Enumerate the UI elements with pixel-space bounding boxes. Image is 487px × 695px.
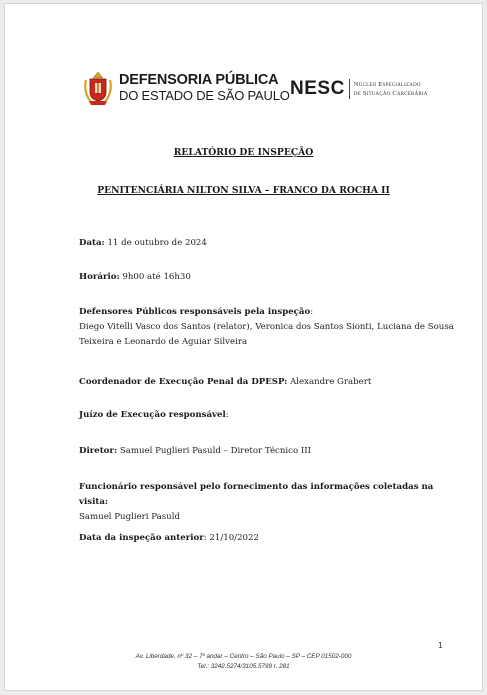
defenders-colon: :	[310, 307, 314, 317]
hour-field	[79, 270, 454, 285]
court-colon: :	[225, 410, 229, 420]
official-label: Funcionário responsável pelo fornecimento das informações coletadas na visita:	[79, 482, 434, 507]
director-field	[79, 444, 454, 459]
hour-value: 9h00 até 16h30	[119, 272, 191, 282]
nesc-line1: Núcleo Especializado	[353, 81, 421, 88]
coordinator-value: Alexandre Grabert	[287, 377, 372, 387]
director-label: Diretor:	[79, 446, 118, 456]
dpesp-line2: DO ESTADO DE SÃO PAULO	[119, 88, 290, 103]
nesc-logo: NESC	[290, 79, 350, 99]
document-page	[4, 3, 483, 691]
official-value: Samuel Puglieri Pasuld	[79, 512, 180, 522]
coordinator-field	[79, 375, 454, 390]
defenders-field	[79, 305, 454, 350]
director-value: Samuel Puglieri Pasuld – Diretor Técnico III	[117, 446, 312, 456]
hour-label: Horário:	[79, 272, 120, 282]
previous-inspection-field	[79, 531, 454, 546]
page-number: 1	[438, 641, 443, 650]
footer-address: Av. Liberdade, nº 32 – 7º andar – Centro – São Paulo – SP – CEP 01502-000	[135, 653, 352, 660]
date-label: Data:	[79, 238, 105, 248]
report-title: RELATÓRIO DE INSPEÇÃO	[173, 147, 314, 158]
previous-inspection-label: Data da inspeção anterior	[79, 533, 204, 543]
sao-paulo-coat-of-arms-icon	[83, 70, 113, 106]
facility-title: PENITENCIÁRIA NILTON SILVA – FRANCO DA ROCHA II	[97, 185, 390, 196]
nesc-line2: de Situação Carcerária	[353, 90, 428, 97]
coordinator-label: Coordenador de Execução Penal da DPESP:	[79, 377, 288, 387]
date-field	[79, 236, 454, 251]
dpesp-line1: DEFENSORIA PÚBLICA	[119, 72, 279, 88]
nesc-logo-block	[290, 79, 428, 99]
official-field	[79, 480, 454, 525]
defenders-line1: Diego Vitelli Vasco dos Santos (relator), Veronica dos Santos Sionti, Luciana de Sousa	[79, 322, 454, 332]
footer-phone: Tel.: 3242.5274/3105.5799 r. 281	[197, 663, 290, 670]
court-field	[79, 408, 454, 423]
dpesp-logo	[83, 70, 290, 106]
footer-address-block	[5, 652, 482, 672]
court-label: Juízo de Execução responsável	[79, 410, 226, 420]
defenders-line2: Teixeira e Leonardo de Aguiar Silveira	[79, 337, 248, 347]
previous-inspection-value: : 21/10/2022	[203, 533, 259, 543]
date-value: 11 de outubro de 2024	[104, 238, 207, 248]
defenders-label: Defensores Públicos responsáveis pela inspeção	[79, 307, 311, 317]
dpesp-name	[119, 73, 290, 103]
nesc-name	[354, 80, 428, 98]
